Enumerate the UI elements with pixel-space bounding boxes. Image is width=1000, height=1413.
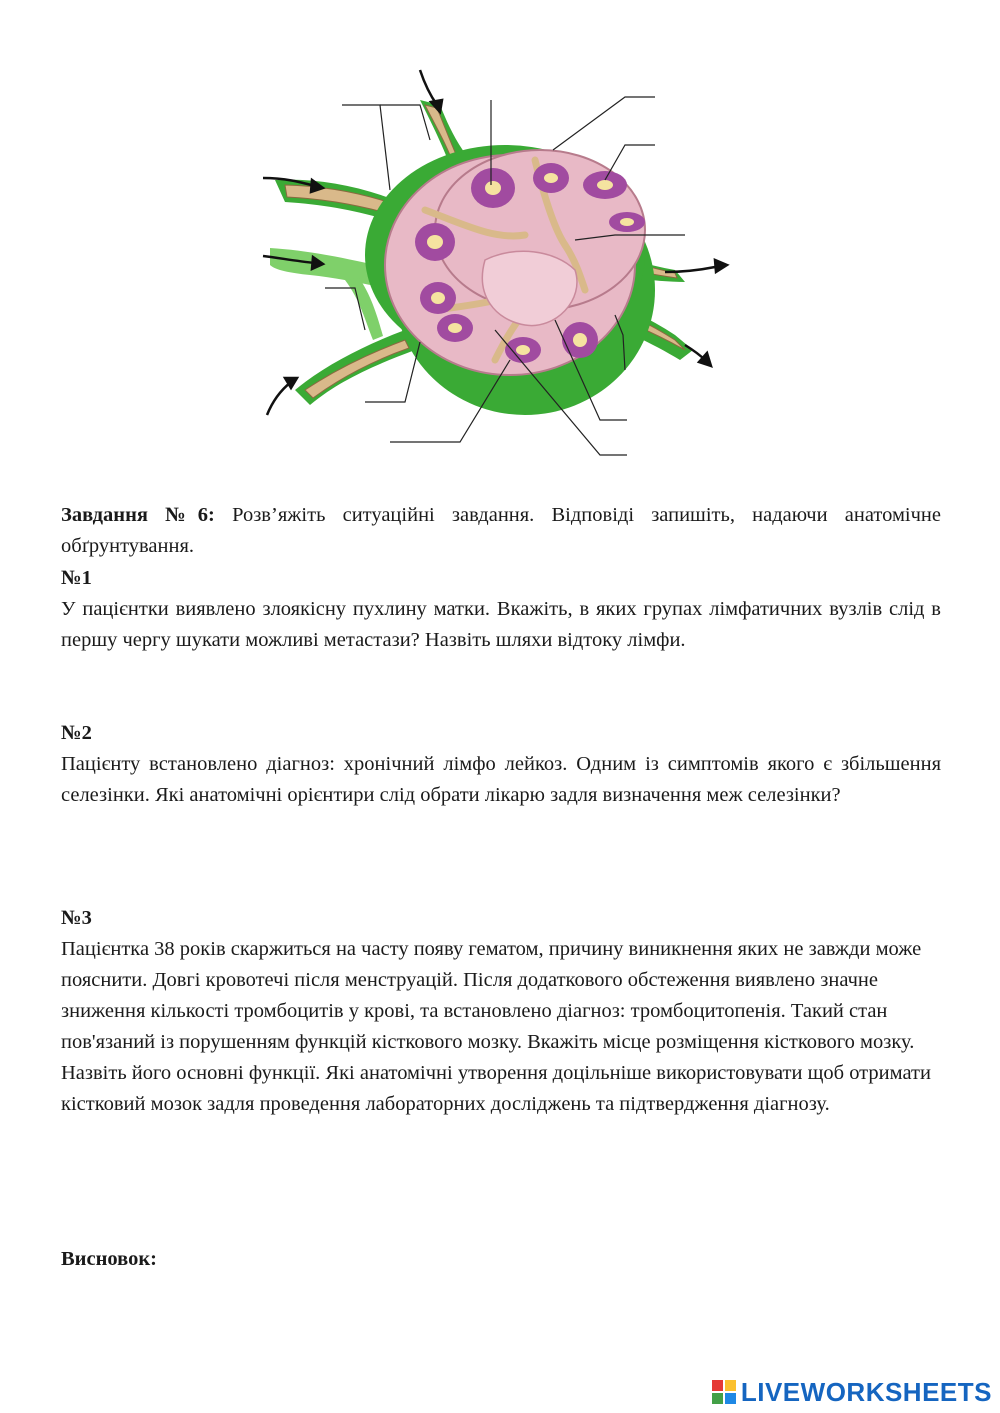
liveworksheets-logo-icon	[711, 1379, 737, 1405]
afferent-vessel-lower-left	[295, 330, 415, 405]
task-2-number: №2	[61, 722, 92, 744]
task-3	[61, 903, 941, 1120]
task-intro-title: Завдання №6:	[61, 504, 215, 526]
task-1-text: У пацієнтки виявлено злоякісну пухлину матки. Вкажіть, в яких групах лімфатичних вузлів слід в першу чергу шукати можливі метастази? Назвіть шляхи відтоку лімфи.	[61, 598, 941, 651]
task-2	[61, 718, 941, 811]
task-3-number: №3	[61, 907, 92, 929]
task-intro	[61, 500, 941, 562]
task-3-text: Пацієнтка 38 років скаржиться на часту появу гематом, причину виникнення яких не завжди може пояснити. Довгі кровотечі після менструацій. Після додаткового обстеження виявлено значне зниження кількості тромбоцитів у крові, та встановлено діагноз: тромбоцитопенія. Такий стан пов'язаний із порушенням функцій кісткового мозку. Вкажіть місце розміщення кісткового мозку. Назвіть його основні функції. Які анатомічні утворення доцільніше використовувати щоб отримати кістковий мозок задля проведення лабораторних досліджень та підтвердження діагнозу.	[61, 938, 931, 1115]
task-intro-text: Розв’яжіть ситуаційні завдання. Відповіді запишіть, надаючи анатомічне обґрунтування.	[61, 504, 941, 557]
watermark-text: LIVEWORKSHEETS	[740, 1376, 992, 1407]
task-2-text: Пацієнту встановлено діагноз: хронічний лімфо лейкоз. Одним із симптомів якого є збільшення селезінки. Які анатомічні орієнтири слід обрати лікарю задля визначення меж селезінки?	[61, 753, 941, 806]
lymph-node-diagram	[255, 60, 735, 465]
conclusion-label: Висновок:	[61, 1248, 157, 1270]
task-1	[61, 563, 941, 656]
liveworksheets-watermark	[711, 1377, 992, 1407]
conclusion	[61, 1244, 941, 1275]
task-1-number: №1	[61, 567, 92, 589]
